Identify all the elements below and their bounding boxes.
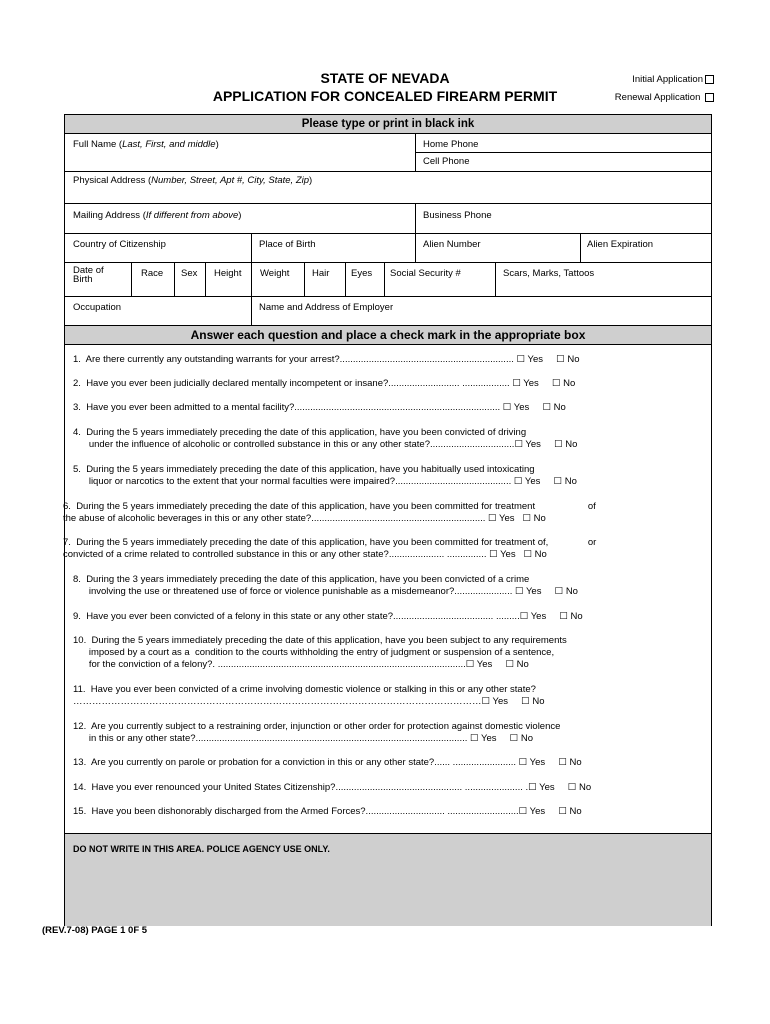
occupation-label: Occupation [73, 302, 122, 313]
grid-line [415, 152, 711, 153]
grid-line [131, 262, 132, 296]
mailing-address-field[interactable] [73, 210, 241, 221]
grid-line [415, 233, 416, 262]
grid-line [251, 233, 252, 262]
place-of-birth-label: Place of Birth [259, 239, 316, 250]
physical-address-hint: Number, Street, Apt #, City, State, Zip [151, 175, 310, 186]
grid-line [205, 262, 206, 296]
questions-header: Answer each question and place a check mark in the appropriate box [190, 328, 586, 342]
employer-field[interactable] [259, 302, 393, 313]
question-10[interactable]: 10. During the 5 years immediately preceding the date of this application, have you been subject to any requirements imposed by a court as a condition to the courts withholding the entry of judgment or suspension of a sentence, for the conviction of a felony?. ..............................................................................................☐ Yes ☐ No [73, 635, 567, 670]
question-3[interactable]: 3. Have you ever been admitted to a mental facility?.............................................................................. ☐ Yes ☐ No [73, 402, 566, 413]
renewal-application-checkbox[interactable] [705, 93, 714, 102]
question-5[interactable]: 5. During the 5 years immediately preceding the date of this application, have you habitually used intoxicating liquor or narcotics to the extent that your normal faculties were impaired?............................................ ☐ Yes ☐ No [73, 464, 577, 487]
sex-label: Sex [181, 268, 198, 279]
initial-application-checkbox[interactable] [705, 75, 714, 84]
eyes-field[interactable] [351, 268, 372, 279]
country-of-citizenship-label: Country of Citizenship [73, 239, 166, 250]
question-9[interactable]: 9. Have you ever been convicted of a felony in this state or any other state?...................................... .........☐ Yes ☐ No [73, 611, 583, 622]
grid-line [251, 262, 252, 296]
question-6[interactable]: 6. During the 5 years immediately preceding the date of this application, have you been committed for treatment of the abuse of alcoholic beverages in this or any other state?.................................................................. ☐ Yes ☐ No [63, 501, 596, 524]
grid-line [65, 262, 711, 263]
full-name-close: ) [215, 139, 219, 150]
full-name-hint: Last, First, and middle [122, 139, 216, 150]
scars-label: Scars, Marks, Tattoos [503, 268, 595, 279]
hair-label: Hair [312, 268, 330, 279]
mailing-address-close: ) [238, 210, 242, 221]
grid-line [345, 262, 346, 296]
eyes-label: Eyes [351, 268, 373, 279]
question-8[interactable]: 8. During the 3 years immediately preceding the date of this application, have you been convicted of a crime involving the use or threatened use of force or violence punishable as a misdemeanor?...................... ☐ Yes ☐ No [73, 574, 578, 597]
grid-line [251, 296, 252, 325]
hair-field[interactable] [312, 268, 329, 279]
race-label: Race [141, 268, 164, 279]
question-1[interactable]: 1. Are there currently any outstanding warrants for your arrest?.................................................................. ☐ Yes ☐ No [73, 354, 580, 365]
height-label: Height [214, 268, 242, 279]
question-7[interactable]: 7. During the 5 years immediately preceding the date of this application, have you been committed for treatment of, or convicted of a crime related to controlled substance in this or any other state?..................... ............... ☐ Yes ☐ No [63, 537, 597, 560]
occupation-field[interactable] [73, 302, 121, 313]
weight-field[interactable] [260, 268, 289, 279]
question-15[interactable]: 15. Have you been dishonorably discharged from the Armed Forces?.............................. ...........................☐ Yes ☐ No [73, 806, 582, 817]
renewal-application-label: Renewal Application [614, 92, 701, 103]
date-of-birth-label-2: Birth [73, 274, 93, 285]
ssn-field[interactable] [390, 268, 461, 279]
question-14[interactable]: 14. Have you ever renounced your United States Citizenship?................................................ ...................... .☐ Yes ☐ No [73, 782, 592, 793]
height-field[interactable] [214, 268, 241, 279]
date-of-birth-label-1: Date of [73, 265, 104, 276]
mailing-address-hint: If different from above [145, 210, 239, 221]
home-phone-field[interactable] [423, 139, 478, 150]
grid-line [384, 262, 385, 296]
scars-field[interactable] [503, 268, 594, 279]
full-name-label: Full Name ( [73, 139, 123, 150]
ssn-label: Social Security # [390, 268, 461, 279]
grid-line [174, 262, 175, 296]
cell-phone-label: Cell Phone [423, 156, 470, 167]
question-13[interactable]: 13. Are you currently on parole or probation for a conviction in this or any other state?...... ........................ ☐ Yes ☐ No [73, 757, 582, 768]
full-name-field[interactable] [73, 139, 219, 150]
sex-field[interactable] [181, 268, 197, 279]
race-field[interactable] [141, 268, 163, 279]
mailing-address-label: Mailing Address ( [73, 210, 146, 221]
question-2[interactable]: 2. Have you ever been judicially declared mentally incompetent or insane?........................... .................. ☐ Yes ☐ No [73, 378, 576, 389]
employer-label: Name and Address of Employer [259, 302, 394, 313]
grid-line [65, 233, 711, 234]
question-12[interactable]: 12. Are you currently subject to a restraining order, injunction or other order for protection against domestic violence in this or any other state?....................................................................................................... ☐ Yes ☐ No [73, 721, 561, 744]
grid-line [580, 233, 581, 262]
alien-number-label: Alien Number [423, 239, 481, 250]
renewal-application-option[interactable] [615, 92, 714, 103]
weight-label: Weight [260, 268, 290, 279]
grid-line [65, 171, 711, 172]
country-of-citizenship-field[interactable] [73, 239, 166, 250]
police-use-area [65, 833, 711, 926]
alien-expiration-label: Alien Expiration [587, 239, 654, 250]
police-use-label: DO NOT WRITE IN THIS AREA. POLICE AGENCY USE ONLY. [73, 844, 330, 854]
grid-line [65, 296, 711, 297]
question-4[interactable]: 4. During the 5 years immediately preceding the date of this application, have you been convicted of driving under the influence of alcoholic or controlled substance in this or any other state?................................☐ Yes ☐ No [73, 427, 578, 450]
grid-line [304, 262, 305, 296]
form-title: APPLICATION FOR CONCEALED FIREARM PERMIT [212, 88, 558, 104]
physical-address-field[interactable] [73, 175, 312, 186]
physical-address-label: Physical Address ( [73, 175, 152, 186]
initial-application-label: Initial Application [632, 74, 703, 85]
instructions-text: Please type or print in black ink [301, 118, 475, 130]
grid-line [495, 262, 496, 296]
home-phone-label: Home Phone [423, 139, 479, 150]
state-title: STATE OF NEVADA [320, 70, 450, 86]
application-form [64, 114, 712, 926]
grid-line [415, 203, 416, 233]
physical-address-close: ) [309, 175, 313, 186]
page-footer: (REV.7-08) PAGE 1 0F 5 [42, 925, 148, 936]
alien-expiration-field[interactable] [587, 239, 653, 250]
initial-application-option[interactable] [632, 74, 714, 85]
instructions-band [65, 114, 711, 134]
alien-number-field[interactable] [423, 239, 481, 250]
place-of-birth-field[interactable] [259, 239, 316, 250]
grid-line [65, 203, 711, 204]
business-phone-field[interactable] [423, 210, 492, 221]
grid-line [415, 133, 416, 171]
cell-phone-field[interactable] [423, 156, 469, 167]
date-of-birth-field[interactable] [73, 266, 104, 284]
question-11[interactable]: 11. Have you ever been convicted of a crime involving domestic violence or stalking in this or any other state? …………………………………………………………………………………………………………………☐ Yes ☐ No [73, 684, 545, 707]
questions-band [65, 325, 711, 345]
business-phone-label: Business Phone [423, 210, 492, 221]
